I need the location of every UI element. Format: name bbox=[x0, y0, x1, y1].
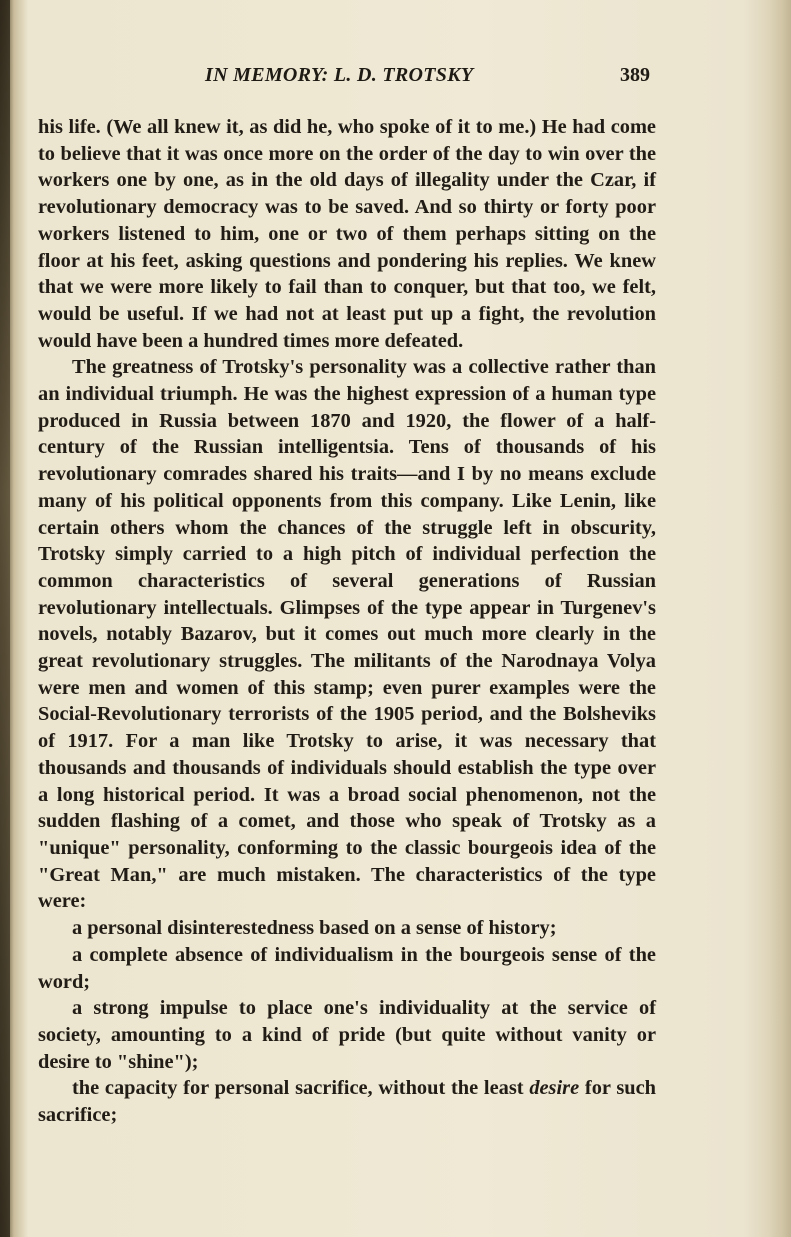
page-edge bbox=[769, 0, 791, 1237]
running-head: IN MEMORY: L. D. TROTSKY bbox=[205, 64, 474, 86]
list-item: a complete absence of individualism in the bourgeois sense of the word; bbox=[38, 943, 656, 993]
list-item bbox=[38, 1075, 656, 1128]
list-item-text: the capacity for personal sacrifice, without the least bbox=[72, 1077, 530, 1100]
paragraph: The greatness of Trotsky's personality was a collective rather than an individual triumph. He was the highest expression of a human type produced in Russia between 1870 and 1920, the flower of a half-century of the Russian intelligentsia. Tens of thousands of his revolutionary comrades shared his traits—and I by no means exclude many of his political opponents from this company. Like Lenin, like certain others whom the chances of the struggle left in obscurity, Trotsky simply carried to a high pitch of individual perfection the common characteristics of several generations of Russian revolutionary intellectuals. Glimpses of the type appear in Turgenev's novels, notably Bazarov, but it comes out much more clearly in the great revolutionary struggles. The militants of the Narodnaya Volya were men and women of this stamp; even purer examples were the Social-Revolutionary terrorists of the 1905 period, and the Bolsheviks of 1917. For a man like Trotsky to arise, it was necessary that thousands and thousands of individuals should establish the type over a long historical period. It was a broad social phenomenon, not the sudden flashing of a comet, and those who speak of Trotsky as a "unique" personality, conforming to the classic bourgeois idea of the "Great Man," are much mistaken. The characteristics of the type were: bbox=[38, 356, 656, 913]
page-number: 389 bbox=[620, 64, 650, 86]
body-text bbox=[38, 114, 656, 1129]
list-item-text: for such sacrifice; bbox=[38, 1077, 656, 1127]
paragraph: his life. (We all knew it, as did he, who spoke of it to me.) He had come to believe that it was once more on the order of the day to win over the workers one by one, as in the old days of illegality under the Czar, if revolutionary democracy was to be saved. And so thirty or forty poor workers listened to him, one or two of them perhaps sitting on the floor at his feet, asking questions and pondering his replies. We knew that we were more likely to fail than to conquer, but that too, we felt, would be useful. If we had not at least put up a fight, the revolution would have been a hundred times more defeated. bbox=[38, 116, 656, 352]
list-item: a personal disinterestedness based on a sense of history; bbox=[72, 917, 557, 940]
book-spine-shadow bbox=[0, 0, 10, 1237]
emphasized-word: desire bbox=[529, 1077, 580, 1100]
list-item: a strong impulse to place one's individuality at the service of society, amounting to a kind of pride (but quite without vanity or desire to "shine"); bbox=[38, 997, 656, 1073]
